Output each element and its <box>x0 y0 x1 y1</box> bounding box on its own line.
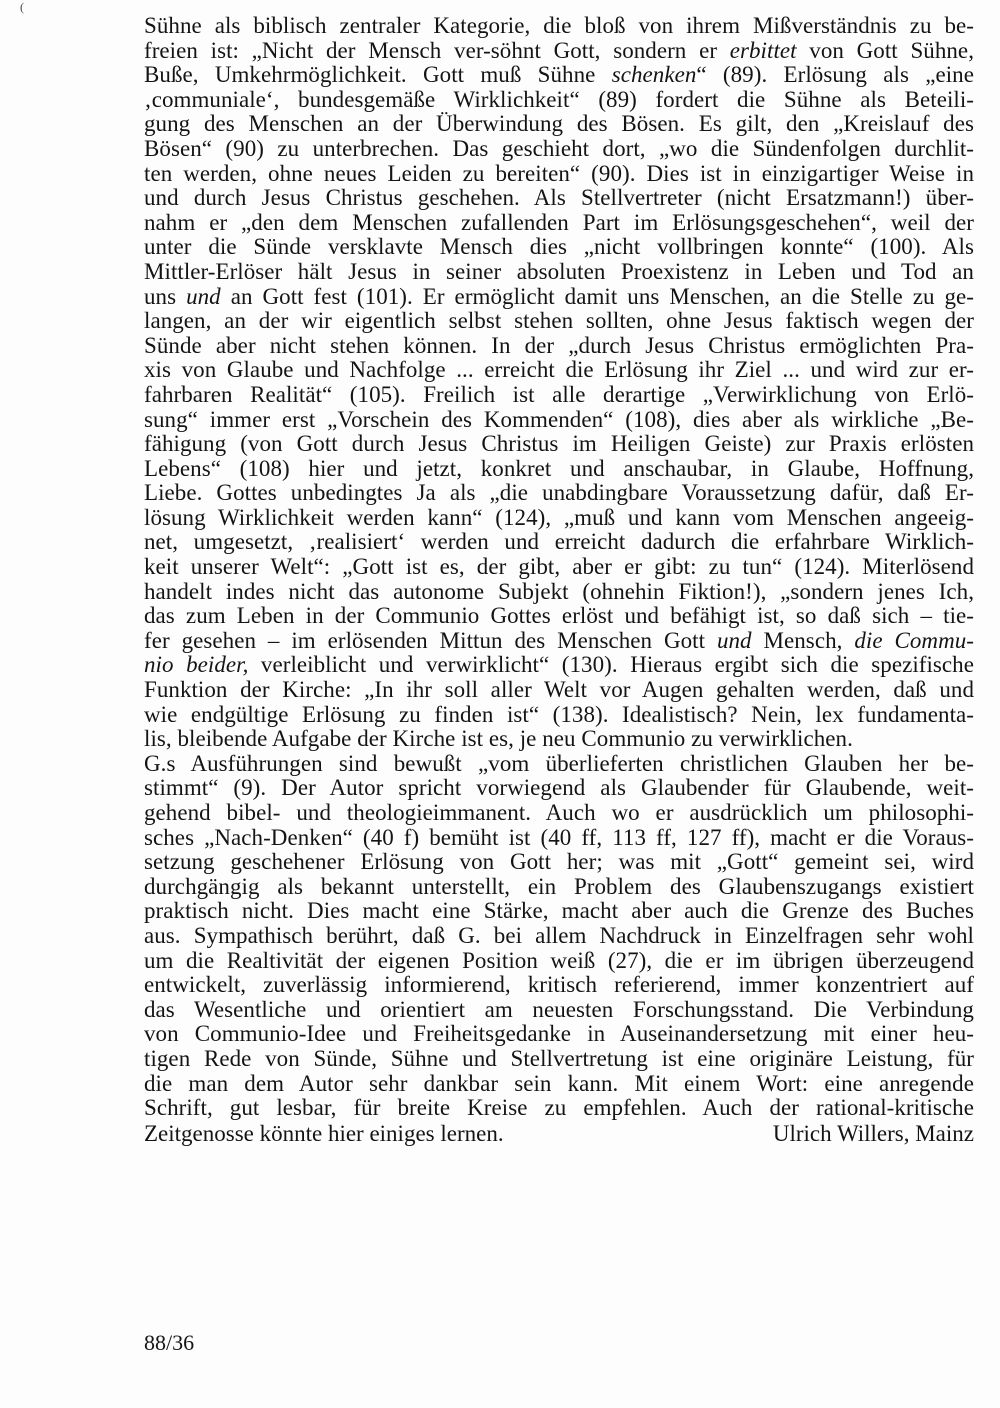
closing-line: Zeitgenosse könnte hier einiges lernen. <box>144 1121 504 1146</box>
text-line: das Wesentliche und orientiert am neuesten Forschungsstand. Die Verbindung <box>144 996 974 1022</box>
text-line: tigen Rede von Sünde, Sühne und Stellvertretung ist eine originäre Leistung, für <box>144 1045 974 1071</box>
text-line: die man dem Autor sehr dankbar sein kann. Mit einem Wort: eine anregende <box>144 1070 974 1096</box>
text-line: und durch Jesus Christus geschehen. Als Stellvertreter (nicht Ersatzmann!) über- <box>144 185 974 211</box>
text-line: fahrbaren Realität“ (105). Freilich ist alle derartige „Verwirklichung von Erlö- <box>144 381 974 407</box>
text-line: xis von Glaube und Nachfolge ... erreicht die Erlösung ihr Ziel ... und wird zur er- <box>144 357 974 383</box>
scan-mark: ( <box>20 0 24 14</box>
page-number: 88/36 <box>144 1330 195 1355</box>
text-line: Sühne als biblisch zentraler Kategorie, die bloß von ihrem Mißverständnis zu be- <box>144 13 974 38</box>
text-line: nio beider, verleiblicht und verwirklicht“ (130). Hieraus ergibt sich die spezifische <box>144 652 974 678</box>
text-line: Mittler-Erlöser hält Jesus in seiner absoluten Proexistenz in Leben und Tod an <box>144 258 974 284</box>
text-line: lösung Wirklichkeit werden kann“ (124), „muß und kann vom Menschen angeeig- <box>144 504 974 530</box>
text-line: lis, bleibende Aufgabe der Kirche ist es, je neu Communio zu verwirklichen. <box>144 726 853 752</box>
text-line: Buße, Umkehrmöglichkeit. Gott muß Sühne schenken“ (89). Erlösung als „eine <box>144 62 974 88</box>
text-line: unter die Sünde versklavte Mensch dies „nicht vollbringen konnte“ (100). Als <box>144 234 974 260</box>
text-line: gung des Menschen an der Überwindung des Bösen. Es gilt, den „Kreislauf des <box>144 111 974 137</box>
reviewer-signature: Ulrich Willers, Mainz <box>772 1121 974 1146</box>
text-line: praktisch nicht. Dies macht eine Stärke, macht aber auch die Grenze des Buches <box>144 898 974 924</box>
text-line: fer gesehen – im erlösenden Mittun des Menschen Gott und Mensch, die Commu- <box>144 627 974 653</box>
text-line: um die Realtivität der eigenen Position weiß (27), die er im übrigen überzeugend <box>144 947 974 973</box>
text-line: ‚communiale‘, bundesgemäße Wirklichkeit“ (89) fordert die Sühne als Beteili- <box>144 86 974 112</box>
text-line: net, umgesetzt, ‚realisiert‘ werden und erreicht dadurch die erfahrbare Wirklich- <box>144 529 974 555</box>
text-line: sung“ immer erst „Vorschein des Kommenden“ (108), dies aber als wirkliche „Be- <box>144 406 974 432</box>
text-line: handelt indes nicht das autonome Subjekt (ohnehin Fiktion!), „sondern jenes Ich, <box>144 578 974 604</box>
text-line: fähigung (von Gott durch Jesus Christus im Heiligen Geiste) zur Praxis erlösten <box>144 431 974 457</box>
text-line: Liebe. Gottes unbedingtes Ja als „die unabdingbare Voraussetzung dafür, daß Er- <box>144 480 974 506</box>
text-line: stimmt“ (9). Der Autor spricht vorwiegend als Glaubender für Glaubende, weit- <box>144 775 974 801</box>
text-line: das zum Leben in der Communio Gottes erlöst und befähigt ist, so daß sich – tie- <box>144 603 974 629</box>
text-line: Lebens“ (108) hier und jetzt, konkret und anschaubar, in Glaube, Hoffnung, <box>144 455 974 481</box>
text-line: von Communio-Idee und Freiheitsgedanke in Auseinandersetzung mit einer heu- <box>144 1021 974 1047</box>
text-line: Sünde aber nicht stehen können. In der „durch Jesus Christus ermöglichten Pra- <box>144 332 974 358</box>
text-line: setzung geschehener Erlösung von Gott her; was mit „Gott“ gemeint sei, wird <box>144 849 974 875</box>
text-line: G.s Ausführungen sind bewußt „vom überlieferten christlichen Glauben her be- <box>144 750 974 776</box>
text-line: Funktion der Kirche: „In ihr soll aller Welt vor Augen gehalten werden, daß und <box>144 677 974 703</box>
text-line: nahm er „den dem Menschen zufallenden Part im Erlösungsgeschehen“, weil der <box>144 209 974 235</box>
text-line: Schrift, gut lesbar, für breite Kreise zu empfehlen. Auch der rational-kritische <box>144 1095 974 1121</box>
text-line: entwickelt, zuverlässig informierend, kritisch referierend, immer konzentriert auf <box>144 972 974 998</box>
text-line: Bösen“ (90) zu unterbrechen. Das geschieht dort, „wo die Sündenfolgen durchlit- <box>144 135 974 161</box>
text-line: keit unserer Welt“: „Gott ist es, der gibt, aber er gibt: zu tun“ (124). Miterlösend <box>144 554 974 580</box>
text-line: durchgängig als bekannt unterstellt, ein Problem des Glaubenszugangs existiert <box>144 873 974 899</box>
text-line: ten werden, ohne neues Leiden zu bereiten“ (90). Dies ist in einzigartiger Weise in <box>144 160 974 186</box>
text-line: gehend bibel- und theologieimmanent. Auch wo er ausdrücklich um philosophi- <box>144 800 974 825</box>
review-text <box>144 14 974 1121</box>
text-line: langen, an der wir eigentlich selbst stehen sollten, ohne Jesus faktisch wegen der <box>144 308 974 334</box>
text-line: aus. Sympathisch berührt, daß G. bei allem Nachdruck in Einzelfragen sehr wohl <box>144 922 974 948</box>
text-line: uns und an Gott fest (101). Er ermöglicht damit uns Menschen, an die Stelle zu ge- <box>144 283 974 309</box>
text-line: sches „Nach-Denken“ (40 f) bemüht ist (40 ff, 113 ff, 127 ff), macht er die Voraus- <box>144 824 974 850</box>
text-line: freien ist: „Nicht der Mensch ver-söhnt Gott, sondern er erbittet von Gott Sühne, <box>144 37 974 63</box>
closing-row <box>144 1121 974 1146</box>
text-line: wie endgültige Erlösung zu finden ist“ (138). Idealistisch? Nein, lex fundamenta- <box>144 701 974 727</box>
